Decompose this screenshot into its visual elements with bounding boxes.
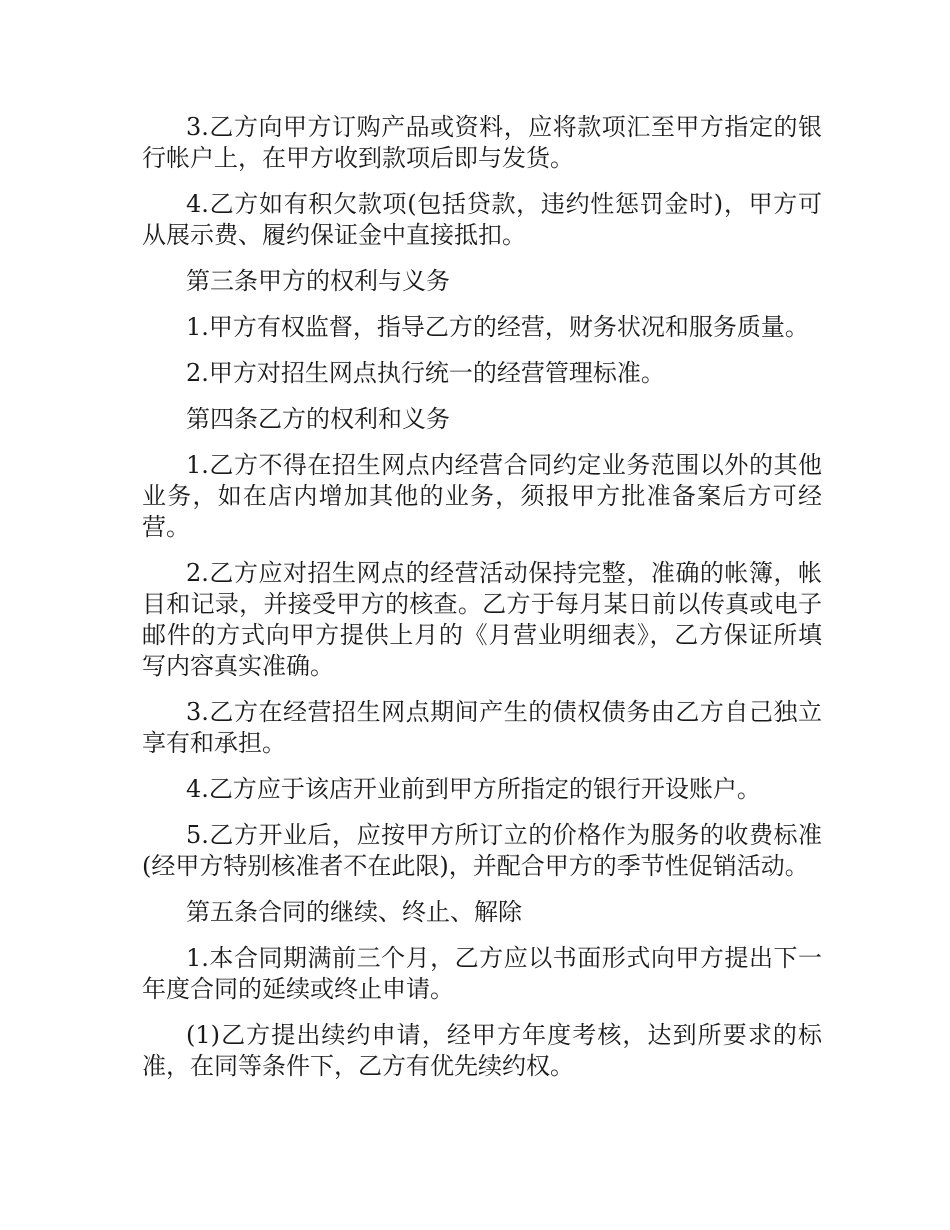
article-4-item-4: 4.乙方应于该店开业前到甲方所指定的银行开设账户。 — [186, 775, 761, 803]
section-heading-article-3: 第三条甲方的权利与义务 — [186, 267, 450, 295]
article-4-item-5: 5.乙方开业后，应按甲方所订立的价格作为服务的收费标准(经甲方特别核准者不在此限)，并配合甲方的季节性促销活动。 — [142, 821, 822, 880]
article-5-subitem-1: (1)乙方提出续约申请，经甲方年度考核，达到所要求的标准，在同等条件下，乙方有优先续约权。 — [142, 1021, 822, 1080]
clause-4-deduction: 4.乙方如有积欠款项(包括贷款，违约性惩罚金时)，甲方可从展示费、履约保证金中直接抵扣。 — [142, 190, 822, 249]
article-4-item-3: 3.乙方在经营招生网点期间产生的债权债务由乙方自己独立享有和承担。 — [142, 698, 822, 757]
article-4-item-2: 2.乙方应对招生网点的经营活动保持完整，准确的帐簿，帐目和记录，并接受甲方的核查。乙方于每月某日前以传真或电子邮件的方式向甲方提供上月的《月营业明细表》，乙方保证所填写内容真实准确。 — [142, 559, 822, 680]
document-page — [142, 112, 822, 1097]
article-4-item-1: 1.乙方不得在招生网点内经营合同约定业务范围以外的其他业务，如在店内增加其他的业务，须报甲方批准备案后方可经营。 — [142, 451, 822, 541]
article-3-item-2: 2.甲方对招生网点执行统一的经营管理标准。 — [186, 359, 665, 387]
clause-3-payment: 3.乙方向甲方订购产品或资料，应将款项汇至甲方指定的银行帐户上，在甲方收到款项后即与发货。 — [142, 113, 822, 172]
section-heading-article-4: 第四条乙方的权利和义务 — [186, 405, 450, 433]
section-heading-article-5: 第五条合同的继续、终止、解除 — [186, 898, 522, 926]
article-3-item-1: 1.甲方有权监督，指导乙方的经营，财务状况和服务质量。 — [186, 313, 809, 341]
article-5-item-1: 1.本合同期满前三个月，乙方应以书面形式向甲方提出下一年度合同的延续或终止申请。 — [142, 944, 822, 1003]
